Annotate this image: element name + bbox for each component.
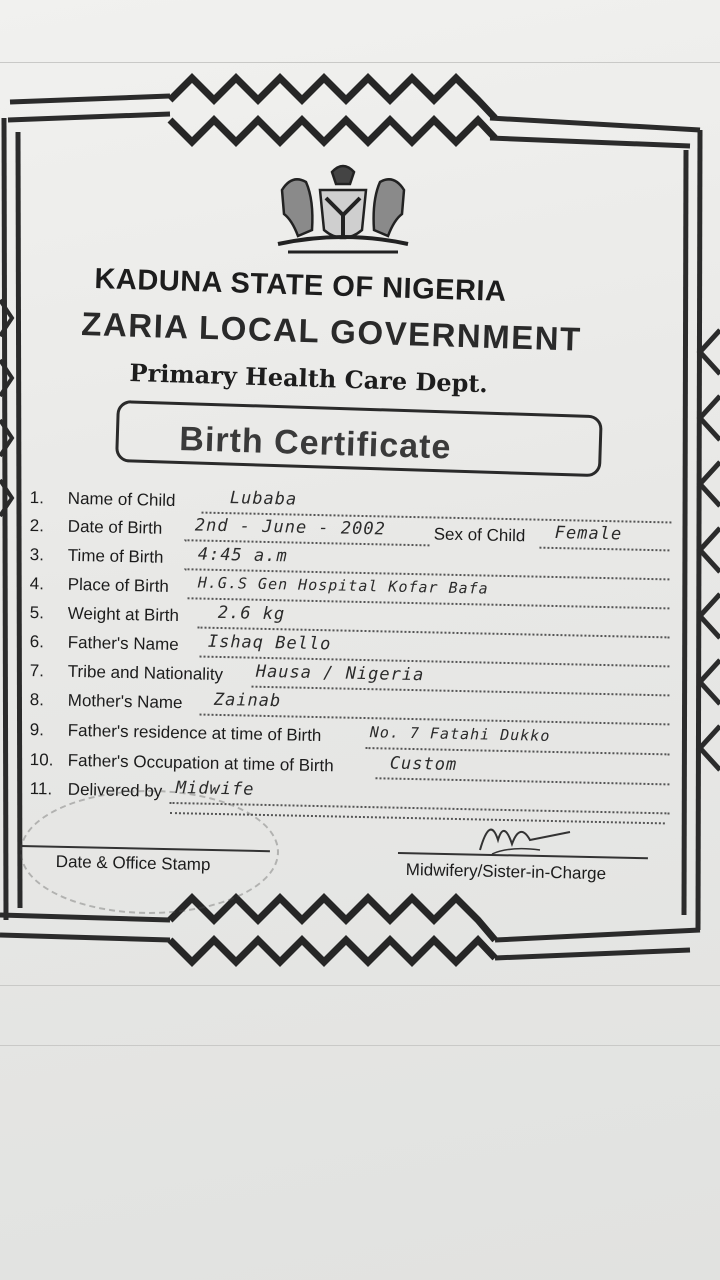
diamond-chain-top [170,78,495,142]
border-top-right-inner [490,138,690,146]
field-fathers-occupation: 10. Father's Occupation at time of Birth Custom [29,750,679,790]
border-bottom-right [495,930,700,940]
department-heading: Primary Health Care Dept. [129,358,489,399]
border-top-left [10,96,170,102]
field-weight-at-birth: 5. Weight at Birth 2.6 kg [29,603,679,643]
value-place-of-birth: H.G.S Gen Hospital Kofar Bafa [197,573,489,598]
border-right [698,130,700,930]
sex-of-child-label: Sex of Child [433,524,526,546]
field-time-of-birth: 3. Time of Birth 4:45 a.m [29,545,679,585]
border-bottom-right-inner [495,950,690,958]
field-date-of-birth: 2. Date of Birth 2nd - June - 2002 Sex of Child Female [29,516,679,556]
value-sex-of-child: Female [554,522,623,545]
field-fathers-residence: 9. Father's residence at time of Birth No. 7 Fatahi Dukko [29,720,679,760]
field-mothers-name: 8. Mother's Name Zainab [29,690,679,730]
border-right-inner [684,150,686,915]
field-delivered-by: 11. Delivered by Midwife [29,779,679,819]
value-time-of-birth: 4:45 a.m [197,544,288,567]
border-top-right [490,118,700,130]
diamond-chain-right [700,330,720,770]
stamp-label: Date & Office Stamp [55,852,211,875]
value-weight-at-birth: 2.6 kg [217,602,286,625]
value-fathers-occupation: Custom [389,753,458,775]
border-left [4,118,6,920]
value-fathers-residence: No. 7 Fatahi Dukko [369,723,551,745]
value-tribe-nationality: Hausa / Nigeria [255,661,425,686]
lga-heading: ZARIA LOCAL GOVERNMENT [80,305,583,358]
field-place-of-birth: 4. Place of Birth H.G.S Gen Hospital Kofar Bafa [29,574,679,614]
border-bottom-left-inner [0,935,170,940]
diamond-chain-bottom [170,898,495,962]
value-date-of-birth: 2nd - June - 2002 [194,515,387,540]
value-fathers-name: Ishaq Bello [207,631,332,655]
signature-scribble [470,810,580,860]
value-delivered-by: Midwife [175,778,255,800]
nigeria-coat-of-arms-icon [262,160,424,260]
value-mothers-name: Zainab [213,689,282,712]
value-name-of-child: Lubaba [229,488,298,510]
state-heading: KADUNA STATE OF NIGERIA [93,263,507,308]
field-name-of-child: 1. Name of Child Lubaba [29,488,679,528]
border-top-left-inner [8,114,170,120]
border-left-inner [18,132,20,908]
field-fathers-name: 6. Father's Name Ishaq Bello [29,632,679,672]
certificate-title: Birth Certificate [178,420,452,467]
field-tribe-nationality: 7. Tribe and Nationality Hausa / Nigeria [29,661,679,701]
signature-label: Midwifery/Sister-in-Charge [405,860,607,884]
border-bottom-left [0,915,170,920]
